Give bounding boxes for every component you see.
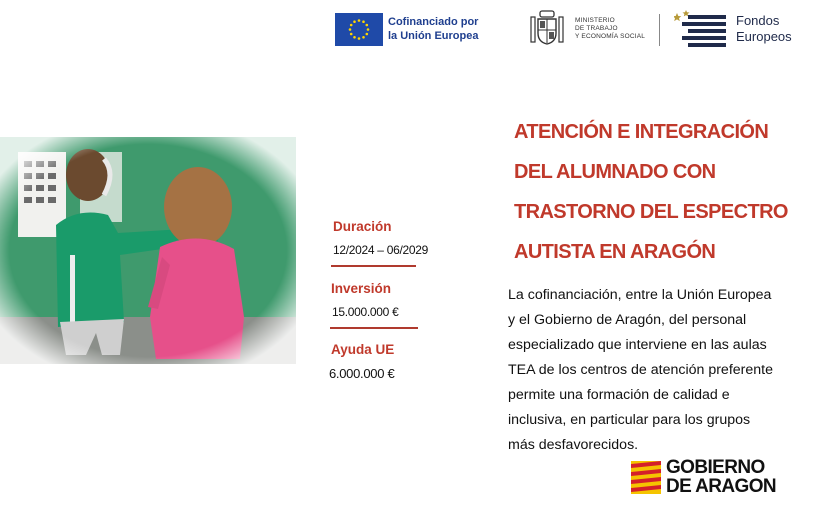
- fondos-line-2: Europeos: [736, 29, 792, 44]
- description-line-4: TEA de los centros de atención preferente: [508, 362, 773, 378]
- ministry-line-2: DE TRABAJO: [575, 25, 618, 32]
- description-line-1: La cofinanciación, entre la Unión Europea: [508, 287, 772, 303]
- ministry-label: [575, 17, 645, 41]
- children-photo: [0, 137, 296, 364]
- logo-divider: [659, 14, 660, 46]
- project-title: [514, 112, 814, 272]
- eu-aid-value: 6.000.000 €: [329, 366, 395, 381]
- title-line-2: DEL ALUMNADO CON: [514, 161, 716, 183]
- eu-aid-label: Ayuda UE: [331, 342, 395, 357]
- investment-label: Inversión: [331, 281, 392, 296]
- description-line-6: inclusiva, en particular para los grupos: [508, 412, 751, 428]
- description-line-7: más desfavorecidos.: [508, 437, 639, 453]
- duration-label: Duración: [333, 219, 392, 234]
- investment-value: 15.000.000 €: [332, 305, 399, 319]
- description-line-3: especializado que interviene en las aulas: [508, 337, 767, 353]
- title-line-1: ATENCIÓN E INTEGRACIÓN: [514, 121, 769, 143]
- eu-flag-icon: [335, 13, 383, 46]
- fondos-europeos-label: [736, 13, 792, 45]
- duration-value: 12/2024 – 06/2029: [333, 243, 428, 257]
- eu-line-1: Cofinanciado por: [388, 16, 479, 28]
- gov-line-1: GOBIERNO: [666, 457, 765, 478]
- eu-line-2: la Unión Europea: [388, 30, 479, 42]
- fondos-line-1: Fondos: [736, 13, 780, 28]
- investment-rule: [330, 327, 418, 329]
- gobierno-aragon-label: [666, 458, 776, 496]
- title-line-3: TRASTORNO DEL ESPECTRO: [514, 201, 788, 223]
- fondos-europeos-icon: [674, 9, 728, 49]
- duration-rule: [331, 265, 416, 267]
- spain-crest-icon: [527, 8, 567, 48]
- description-line-2: y el Gobierno de Aragón, del personal: [508, 312, 747, 328]
- gov-line-2: DE ARAGON: [666, 476, 777, 497]
- eu-cofinancing-label: [388, 15, 478, 43]
- title-line-4: AUTISTA EN ARAGÓN: [514, 241, 716, 263]
- description-line-5: permite una formación de calidad e: [508, 387, 730, 403]
- ministry-line-3: Y ECONOMÍA SOCIAL: [575, 33, 646, 40]
- project-description: [508, 283, 813, 458]
- ministry-line-1: MINISTERIO: [575, 17, 615, 24]
- aragon-flag-icon: [631, 461, 661, 494]
